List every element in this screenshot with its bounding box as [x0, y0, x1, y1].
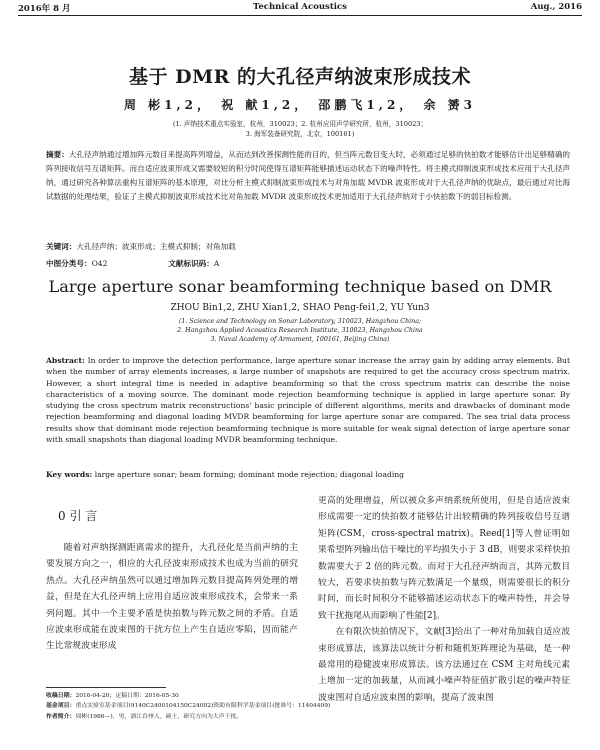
paragraph: 随着对声纳探测距离需求的提升，大孔径化是当前声纳的主要发展方向之一，相应的大孔径波束形成技术也成为当前的研究热点。大孔径声纳虽然可以通过增加阵元数目提高阵列处理的增益，但是在大孔径声纳上应用自适应波束形成技术，会带来一系列问题。其中一个主要矛盾是快拍数与阵元数之间的矛盾。自适应波束形成能在波束图的干扰方位上产生自适应零陷，因而能产生比常规波束形成	[46, 543, 298, 652]
section-heading: 0 引 言	[58, 509, 98, 523]
abstract-cn-label: 摘要：	[46, 150, 69, 159]
footnote-label: 收稿日期：	[46, 692, 76, 699]
footnote-rule	[46, 687, 166, 688]
paragraph: 在有限次快拍情况下，文献[3]给出了一种对角加载自适应波束形成算法，该算法以统计分析和随机矩阵理论为基础，是一种最常用的稳健波束形成算法。该方法通过在 CSM 主对角线元素上增加一定的加载量，从而减小噪声特征值扩散引起的噪声特征波束图对自适应波束图的影响，提高了波束图	[318, 627, 570, 703]
paragraph: 更高的处理增益，所以被众多声纳系统所使用，但是自适应波束形成需要一定的快拍数才能够估计出较精确的阵列接收信号互谱矩阵(CSM，cross-spectral matrix)。Reed[1]等人曾证明如果希望阵列输出信干噪比的平均损失小于 3 dB，则要求采样快拍数需要大于 2 倍的阵元数。而对于大孔径声纳而言，其阵元数目较大，若要求快拍数与阵元数满足一个量级，则需要很长的积分时间，而长时间积分不能够描述运动状态下的噪声特性，并会导致干扰拖尾从而影响了性能[2]。	[318, 496, 571, 621]
authors-en: ZHOU Bin1,2, ZHU Xian1,2, SHAO Peng-fei1,2, YU Yun3	[170, 303, 430, 313]
footnote-text: 周彬(1986—)，男，浙江台州人，硕士，研究方向为大声干扰。	[75, 713, 243, 720]
affiliation-en-2: 2. Hangzhou Applied Acoustics Research Institute, 310023, Hangzhou China	[177, 327, 423, 334]
header-date-cn: 2016年 8 月	[18, 4, 71, 14]
clc-label: 中图分类号：	[46, 259, 92, 268]
footnote	[46, 691, 331, 722]
abstract-en-text: In order to improve the detection performance, large aperture sonar increase the array gain by adding array elements. But when the number of array elements increases, a large number of snapshots are required to get the accuracy cross spectrum matrix. However, a short integral time is needed in adaptive beamforming so that the cross spectrum matrix can describe the noise characteristics of a moving source. The dominant mode rejection beamforming technique is applied in large aperture sonar. By studying the cross spectrum matrix reconstructions' basic principle of different algorithms, merits and drawbacks of dominant mode rejection beamforming and diagonal loading MVDR beamforming for large aperture sonar are compared. The sea trial data process results show that dominant mode rejection beamforming technique is more suitable for weak signal detection of large aperture sonar with small snapshots than diagonal loading MVDR beamforming technique.	[46, 356, 570, 445]
footnote-line	[46, 701, 331, 711]
footnote-text: 重点实验室基金项目(9140C2400104150C24002)资助有限科学基金项目(批准号：11404409)	[75, 703, 331, 710]
affiliation-cn-2: 3. 海军装备研究院，北京，100161)	[245, 130, 355, 138]
keywords-cn-text: 大孔径声纳；波束形成；主模式抑制；对角加载	[76, 242, 236, 251]
keywords-cn-label: 关键词：	[46, 242, 77, 251]
footnote-text: 2016-04-20；定稿日期：2016-05-30	[75, 693, 179, 699]
page-title-en: Large aperture sonar beamforming technique based on DMR	[48, 277, 552, 296]
abstract-en-label: Abstract:	[46, 356, 85, 365]
clc-value: O42	[91, 259, 108, 268]
keywords-en-label: Key words:	[46, 470, 93, 479]
right-column	[318, 493, 570, 706]
doc-code-label: 文献标识码：	[168, 259, 214, 268]
affiliation-en-3: 3. Naval Academy of Armament, 100161, Beijing China)	[210, 336, 390, 343]
affiliation-en-1: (1. Science and Technology on Sonar Laboratory, 310023, Hangzhou China;	[178, 318, 422, 325]
header-rule	[18, 15, 582, 16]
classification	[46, 258, 566, 269]
affiliation-cn-1: (1. 声纳技术重点实验室，杭州，310023；2. 杭州应用声学研究所，杭州，310023；	[172, 120, 428, 128]
page-title-cn: 基于 DMR 的大孔径声纳波束形成技术	[128, 66, 472, 88]
left-column	[46, 540, 298, 655]
keywords-en-text: large aperture sonar; beam forming; dominant mode rejection; diagonal loading	[92, 470, 405, 479]
authors-cn: 周 彬1,2， 祝 献1,2， 邵鹏飞1,2， 余 赟3	[123, 98, 477, 112]
footnote-line	[46, 712, 296, 722]
keywords-en	[46, 470, 566, 479]
footnote-label: 作者简介：	[46, 712, 76, 720]
abstract-en	[46, 355, 570, 445]
footnote-line	[46, 691, 296, 701]
keywords-cn	[46, 241, 566, 252]
running-header	[18, 2, 582, 14]
header-journal: Technical Acoustics	[253, 2, 347, 12]
footnote-label: 基金项目：	[46, 702, 76, 710]
header-date-en: Aug., 2016	[530, 2, 582, 12]
doc-code-value: A	[213, 259, 220, 268]
abstract-cn-text: 大孔径声纳通过增加阵元数目来提高阵列增益，从而达到改善探测性能的目的，但当阵元数目变大时，必须通过足够的快拍数才能够估计出足够精确的阵列接收信号互谱矩阵。而自适应波束形成又需要较短的积分时间使得互谱矩阵能够描述运动状态下的噪声特性。将主模式抑制波束形成技术应用于大孔径声纳，通过研究各种算法重构互谱矩阵的基本原理，对比分析主模式抑制波束形成技术与对角加载 MVDR 波束形成对于大孔径声纳的优缺点，最后通过对比海试数据的处理结果，验证了主模式抑制波束形成技术比对角加载 MVDR 波束形成技术更加适用于大孔径声纳对于小快拍数下的弱目标检测。	[46, 150, 571, 201]
abstract-cn	[46, 148, 570, 204]
